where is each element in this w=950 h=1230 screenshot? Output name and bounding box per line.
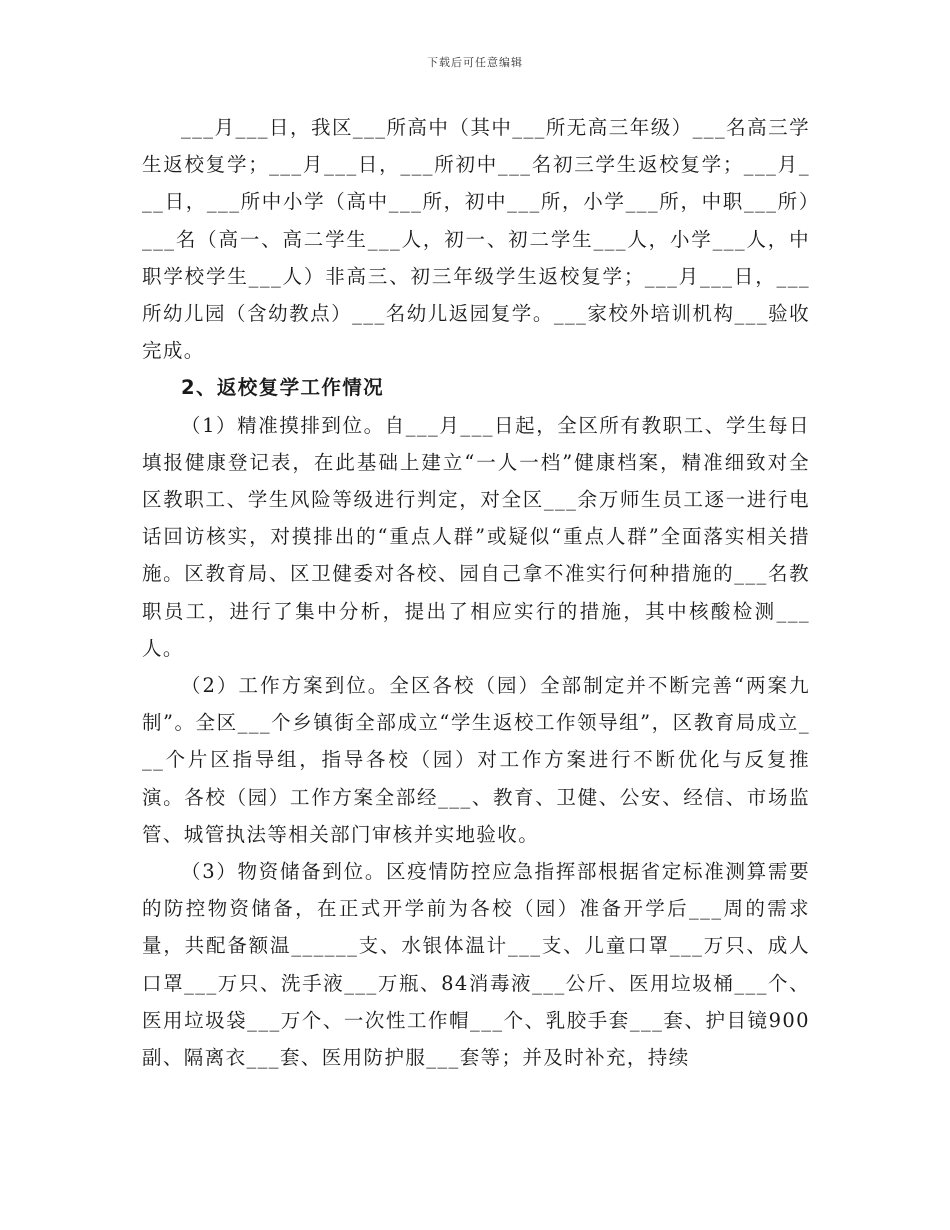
section-heading: 2、返校复学工作情况 — [181, 376, 385, 400]
document-body — [142, 109, 810, 1076]
paragraph-screening: （1）精准摸排到位。自___月___日起，全区所有教职工、学生每日填报健康登记表，在此基础上建立“一人一档”健康档案，精准细致对全区教职工、学生风险等级进行判定，对全区___余万师生员工逐一进行电话回访核实，对摸排出的“重点人群”或疑似“重点人群”全面落实相关措施。区教育局、区卫健委对各校、园自己拿不准实行何种措施的___名教职员工，进行了集中分析，提出了相应实行的措施，其中核酸检测___人。 — [142, 413, 810, 660]
paragraph-supplies: （3）物资储备到位。区疫情防控应急指挥部根据省定标准测算需要的防控物资储备，在正式开学前为各校（园）准备开学后___周的需求量，共配备额温______支、水银体温计___支、儿童口罩___万只、成人口罩___万只、洗手液___万瓶、84消毒液___公斤、医用垃圾桶___个、医用垃圾袋___万个、一次性工作帽___个、乳胶手套___套、护目镜900副、隔离衣___套、医用防护服___套等；并及时补充，持续 — [142, 860, 810, 1070]
page-header: 下载后可任意编辑 — [427, 56, 523, 69]
paragraph-return-statistics: ___月___日，我区___所高中（其中___所无高三年级）___名高三学生返校复学；___月___日，___所初中___名初三学生返校复学；___月___日，___所中小学（高中___所，初中___所，小学___所，中职___所）___名（高一、高二学生___人，初一、初二学生___人，小学___人，中职学校学生___人）非高三、初三年级学生返校复学；___月___日，___所幼儿园（含幼教点）___名幼儿返园复学。___家校外培训机构___验收完成。 — [142, 116, 810, 363]
paragraph-work-plan: （2）工作方案到位。全区各校（园）全部制定并不断完善“两案九制”。全区___个乡镇街全部成立“学生返校工作领导组”，区教育局成立___个片区指导组，指导各校（园）对工作方案进行不断优化与反复推演。各校（园）工作方案全部经___、教育、卫健、公安、经信、市场监管、城管执法等相关部门审核并实地验收。 — [142, 674, 810, 846]
